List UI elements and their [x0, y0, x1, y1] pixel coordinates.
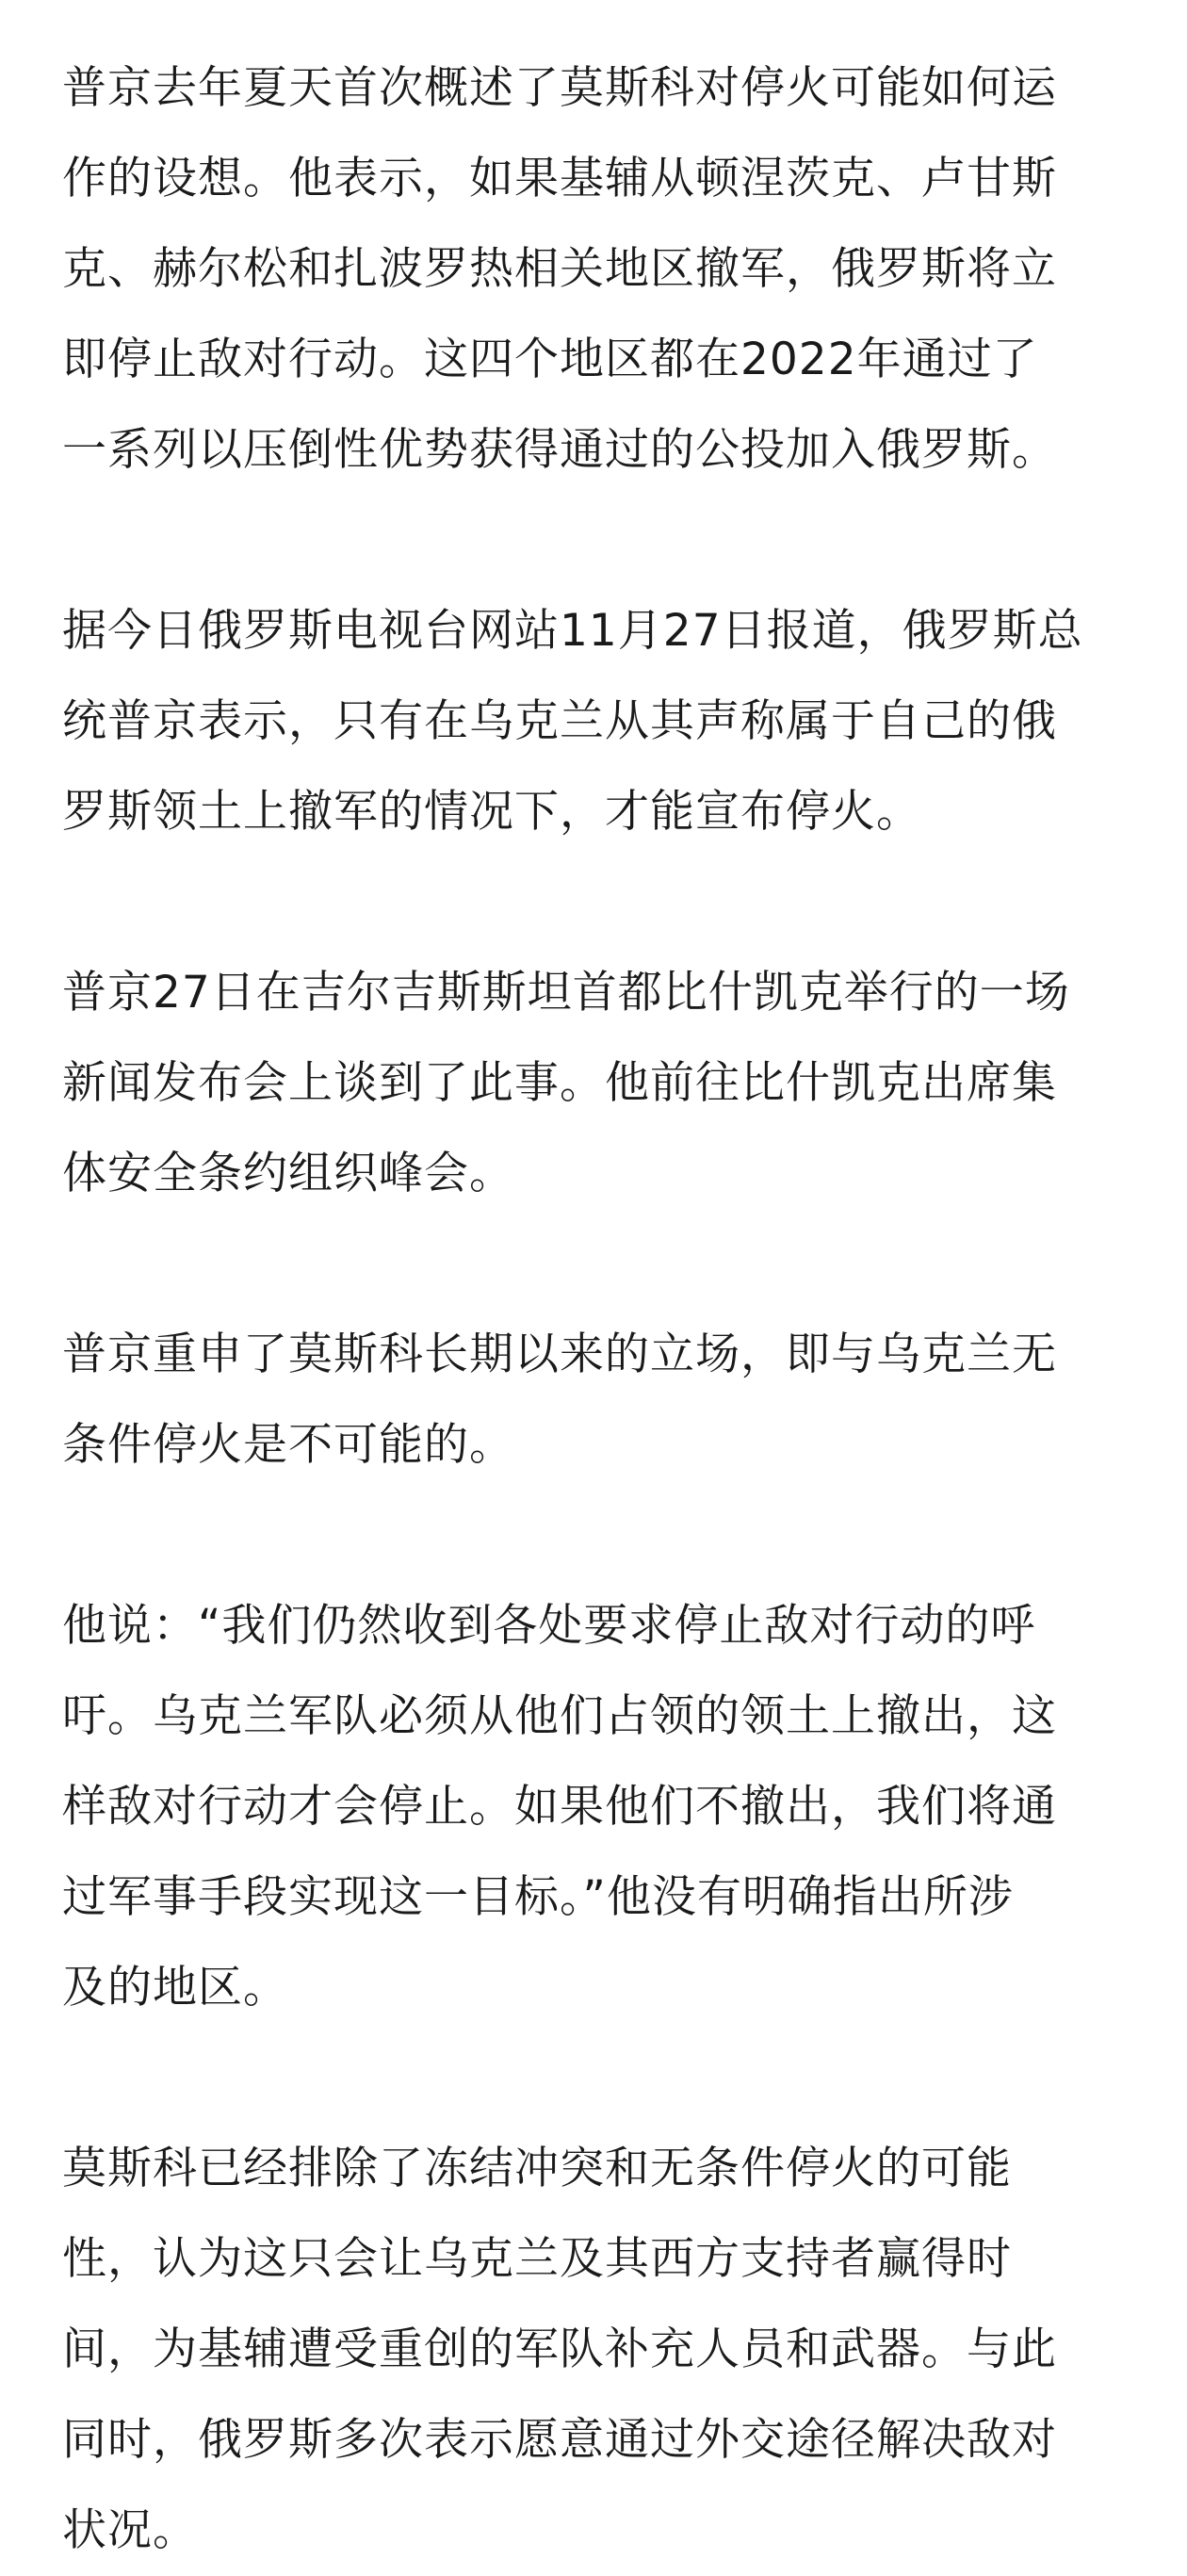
paragraph-moscow-rules-out-freeze: 莫斯科已经排除了冻结冲突和无条件停火的可能 性，认为这只会让乌克兰及其西方支持者赢得时 间，为基辅遭受重创的军队补充人员和武器。与此 同时，俄罗斯多次表示愿意通过外交途径解决敌对 状况。 [62, 2143, 1057, 2556]
paragraph-bishkek-press-conference: 普京27日在吉尔吉斯斯坦首都比什凯克举行的一场 新闻发布会上谈到了此事。他前往比什凯克出席集 体安全条约组织峰会。 [62, 967, 1070, 1199]
article-body [62, 43, 1125, 2576]
paragraph-longstanding-position: 普京重申了莫斯科长期以来的立场，即与乌克兰无 条件停火是不可能的。 [62, 1329, 1057, 1471]
paragraph-putin-quote: 他说：“我们仍然收到各处要求停止敌对行动的呼 吁。乌克兰军队必须从他们占领的领土上撤出，这 样敌对行动才会停止。如果他们不撤出，我们将通 过军事手段实现这一目标。”他没有明确指出所涉 及的地区。 [62, 1600, 1057, 2014]
paragraph-rt-report: 据今日俄罗斯电视台网站11月27日报道，俄罗斯总 统普京表示，只有在乌克兰从其声称属于自己的俄 罗斯领土上撤军的情况下，才能宣布停火。 [62, 605, 1083, 838]
paragraph-putin-ceasefire-outline: 普京去年夏天首次概述了莫斯科对停火可能如何运 作的设想。他表示，如果基辅从顿涅茨克、卢甘斯 克、赫尔松和扎波罗热相关地区撤军，俄罗斯将立 即停止敌对行动。这四个地区都在2022年通过了 一系列以压倒性优势获得通过的公投加入俄罗斯。 [62, 62, 1057, 476]
